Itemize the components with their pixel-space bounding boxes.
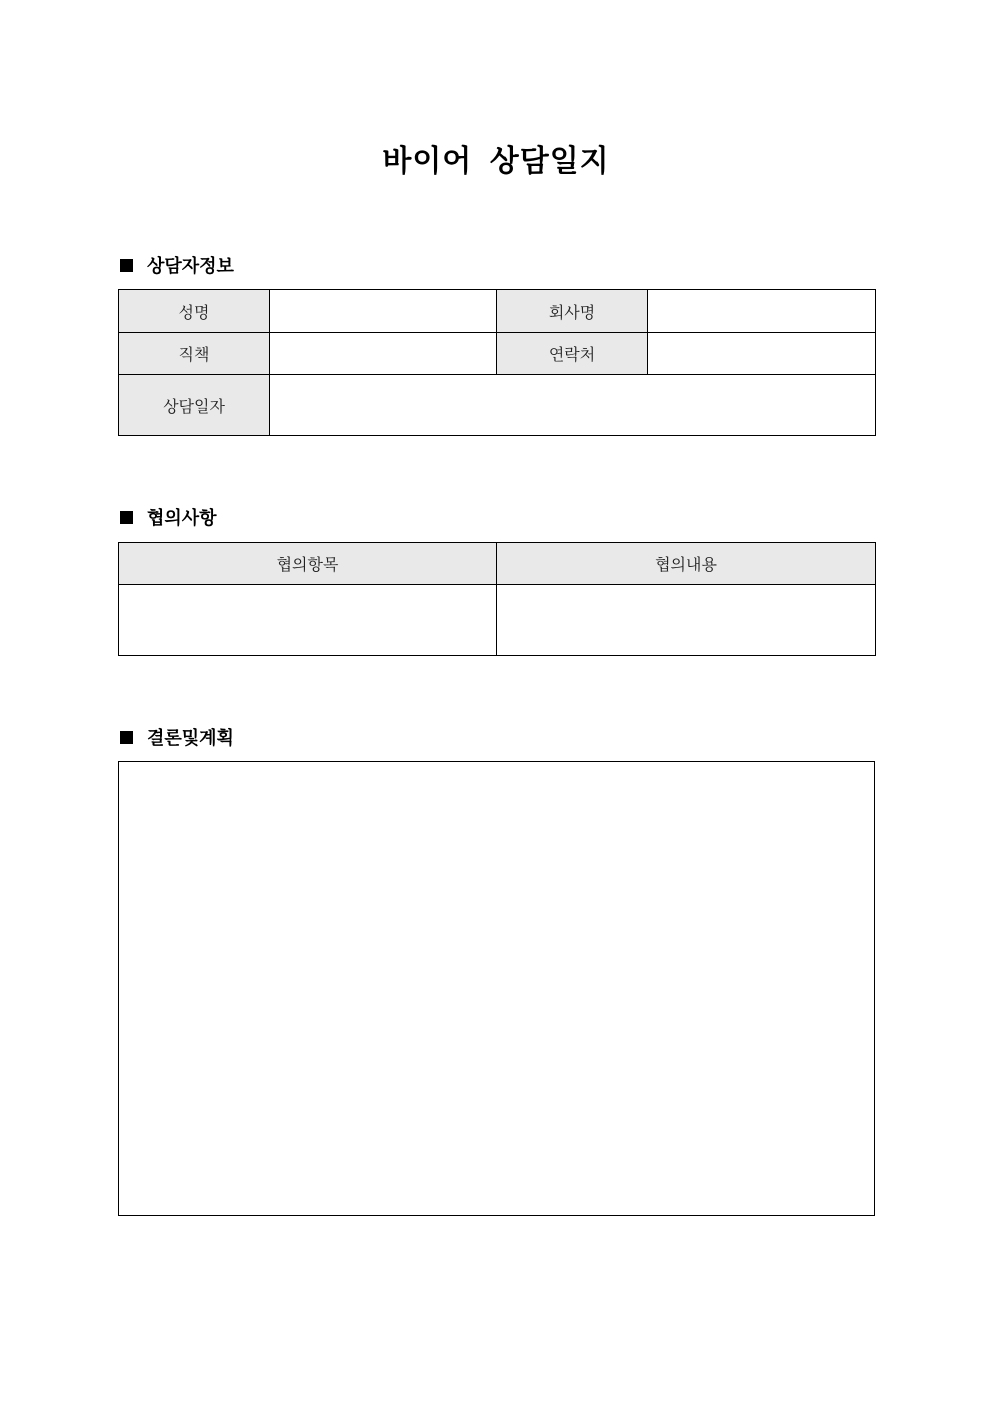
section-heading-label: 상담자정보 — [147, 256, 234, 277]
square-bullet-icon — [120, 731, 133, 744]
table-row — [119, 333, 876, 375]
square-bullet-icon — [120, 259, 133, 272]
name-label: 성명 — [119, 290, 270, 333]
consultant-info-table — [118, 289, 876, 436]
conclusion-plan-field[interactable] — [118, 761, 875, 1216]
consultation-date-label: 상담일자 — [119, 375, 270, 436]
position-field[interactable] — [270, 333, 497, 375]
section-heading-agreements — [118, 505, 217, 529]
name-field[interactable] — [270, 290, 497, 333]
square-bullet-icon — [120, 511, 133, 524]
table-header-row — [119, 543, 876, 585]
section-heading-conclusion — [118, 725, 234, 749]
section-heading-label: 결론및계획 — [147, 728, 234, 749]
company-field[interactable] — [648, 290, 876, 333]
section-heading-label: 협의사항 — [147, 508, 217, 529]
column-header-agenda-content: 협의내용 — [497, 543, 876, 585]
consultation-date-field[interactable] — [270, 375, 876, 436]
table-row — [119, 290, 876, 333]
table-row — [119, 375, 876, 436]
contact-label: 연락처 — [497, 333, 648, 375]
position-label: 직책 — [119, 333, 270, 375]
agreements-table — [118, 542, 876, 656]
agenda-content-field[interactable] — [497, 585, 876, 656]
column-header-agenda-item: 협의항목 — [119, 543, 497, 585]
contact-field[interactable] — [648, 333, 876, 375]
agenda-item-field[interactable] — [119, 585, 497, 656]
table-row — [119, 585, 876, 656]
company-label: 회사명 — [497, 290, 648, 333]
document-title: 바이어 상담일지 — [382, 144, 610, 179]
section-heading-consultant-info — [118, 253, 234, 277]
